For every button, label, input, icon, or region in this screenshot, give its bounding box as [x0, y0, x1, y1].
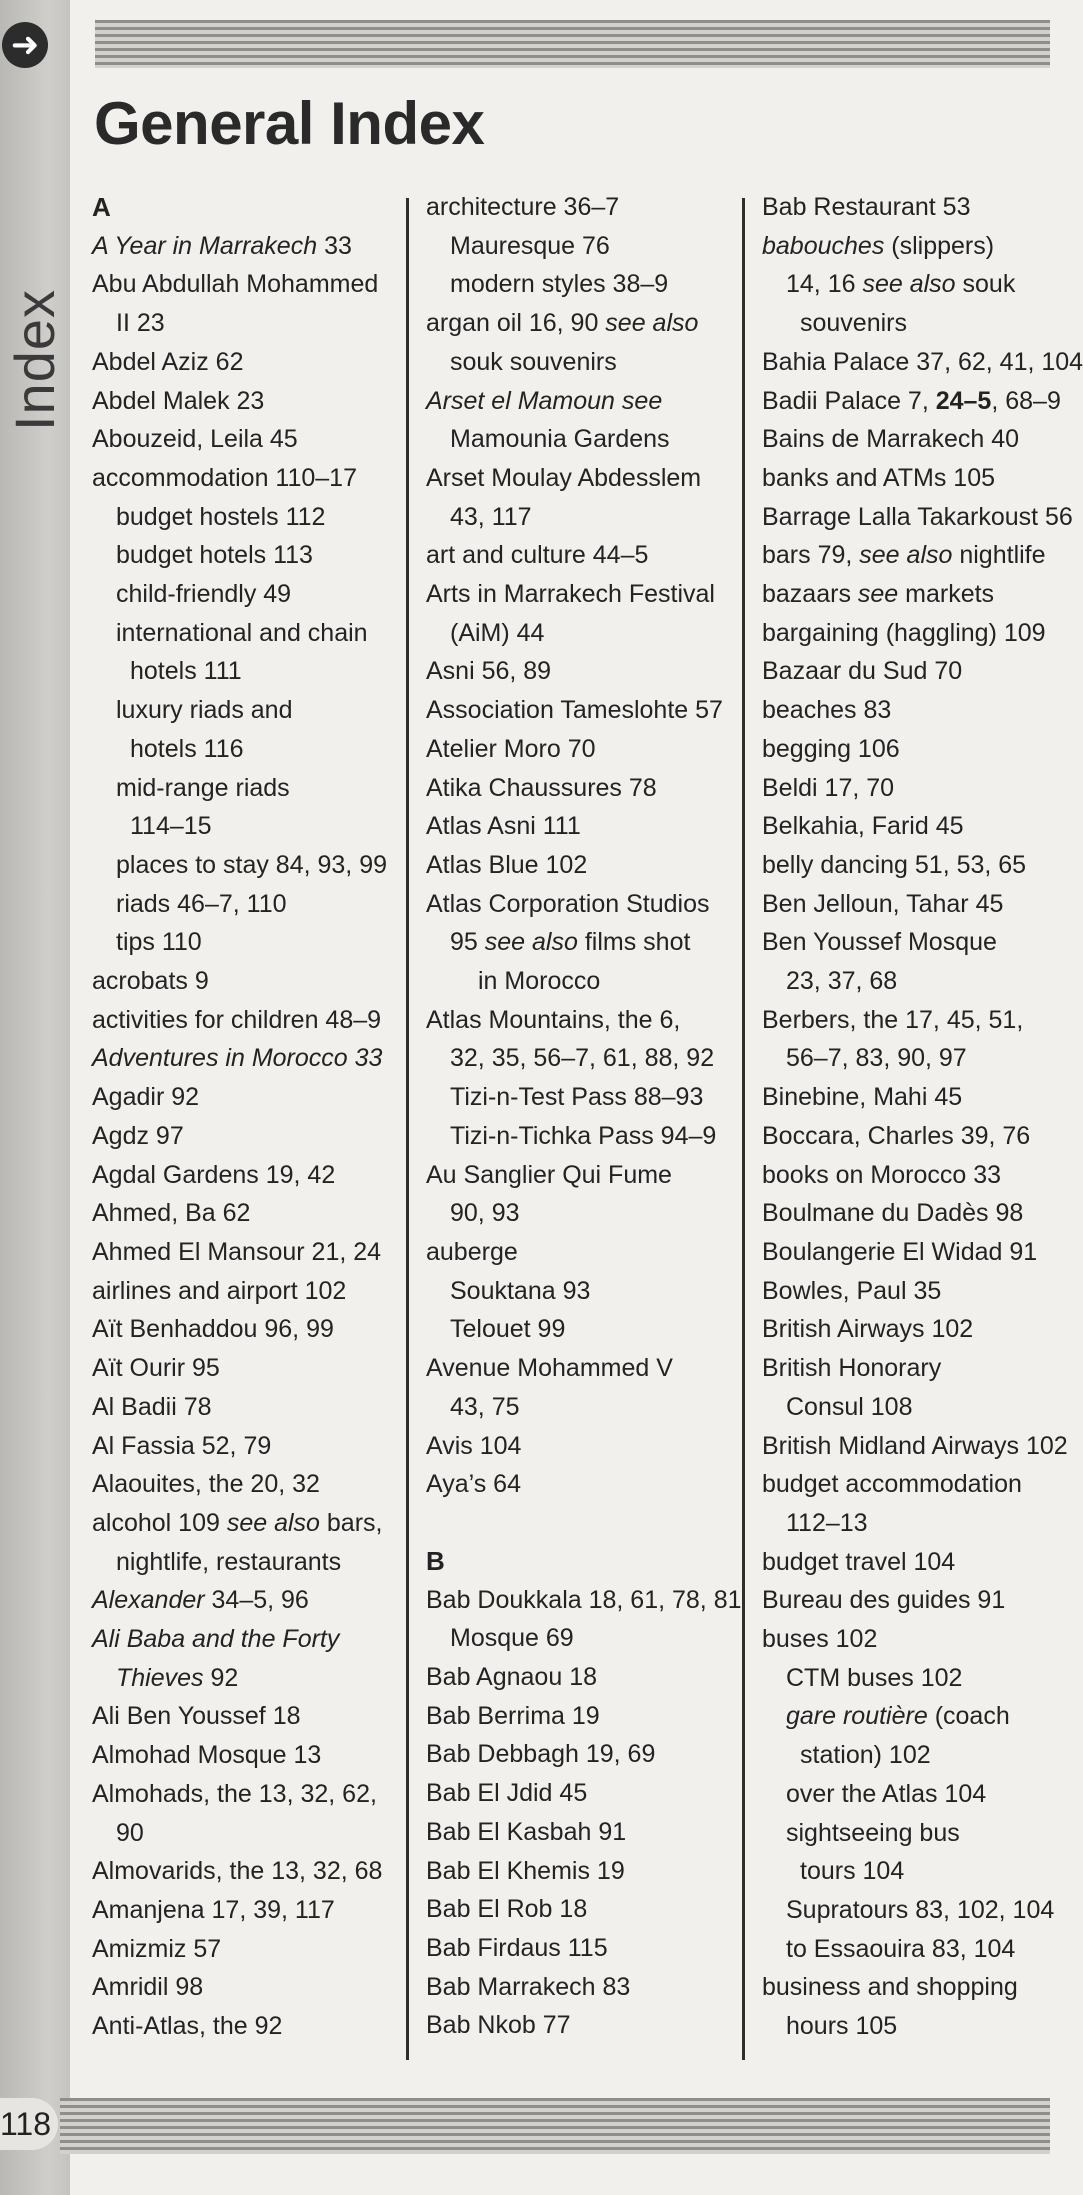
index-entry: Boulmane du Dadès 98	[762, 1199, 1024, 1228]
index-entry: British Honorary	[762, 1354, 942, 1383]
footer-stripe	[60, 2098, 1050, 2154]
index-entry: auberge	[426, 1237, 518, 1266]
index-letter-heading: A	[92, 192, 111, 222]
index-entry: to Essaouira 83, 104	[786, 1934, 1016, 1963]
index-entry: Anti-Atlas, the 92	[92, 2012, 283, 2041]
index-entry: Bab Doukkala 18, 61, 78, 81	[426, 1585, 742, 1614]
index-entry: Bab Marrakech 83	[426, 1972, 631, 2001]
index-entry: Thieves 92	[116, 1663, 239, 1692]
index-entry: buses 102	[762, 1625, 878, 1654]
index-entry: Avenue Mohammed V	[426, 1354, 673, 1383]
index-entry: budget accommodation	[762, 1470, 1022, 1499]
index-entry: Amizmiz 57	[92, 1934, 222, 1963]
index-entry: international and chain	[116, 618, 368, 647]
index-entry: mid-range riads	[116, 773, 290, 802]
index-entry: Bab Restaurant 53	[762, 193, 971, 221]
index-entry: Alexander 34–5, 96	[92, 1586, 309, 1615]
index-entry: Ahmed El Mansour 21, 24	[92, 1237, 382, 1266]
index-entry: Atlas Mountains, the 6,	[426, 1005, 681, 1034]
index-entry: Arset el Mamoun see	[426, 386, 663, 415]
index-entry: Aya’s 64	[426, 1470, 521, 1499]
page-number: 118	[0, 2098, 58, 2150]
index-entry: Agdal Gardens 19, 42	[92, 1160, 336, 1189]
index-entry: Almohad Mosque 13	[92, 1741, 322, 1770]
index-entry: Atlas Blue 102	[426, 850, 588, 879]
index-entry: British Airways 102	[762, 1315, 974, 1344]
index-entry: tips 110	[116, 928, 202, 957]
index-entry: budget hotels 113	[116, 541, 313, 570]
index-entry: begging 106	[762, 734, 900, 763]
index-entry: Ali Baba and the Forty	[92, 1625, 340, 1654]
sidebar	[0, 0, 70, 2195]
index-entry: Almohads, the 13, 32, 62,	[92, 1779, 377, 1808]
index-entry: 43, 75	[450, 1392, 520, 1421]
index-entry: Asni 56, 89	[426, 657, 552, 686]
spacer	[426, 1504, 746, 1542]
index-entry: Atlas Corporation Studios	[426, 889, 710, 918]
index-entry: Boulangerie El Widad 91	[762, 1237, 1038, 1266]
index-entry: bars 79, see also nightlife	[762, 541, 1046, 570]
index-entry: Atika Chaussures 78	[426, 773, 657, 802]
index-entry: art and culture 44–5	[426, 541, 649, 570]
index-entry: Al Badii 78	[92, 1392, 212, 1421]
index-entry: Bab El Kasbah 91	[426, 1817, 627, 1846]
index-entry: Bowles, Paul 35	[762, 1276, 942, 1305]
index-entry: Berbers, the 17, 45, 51,	[762, 1005, 1024, 1034]
index-entry: Avis 104	[426, 1431, 522, 1460]
index-entry: books on Morocco 33	[762, 1160, 1002, 1189]
index-entry: Arts in Marrakech Festival	[426, 580, 715, 609]
index-entry: Al Fassia 52, 79	[92, 1431, 272, 1460]
index-entry: Bab El Jdid 45	[426, 1779, 588, 1808]
index-entry: Association Tameslohte 57	[426, 696, 723, 725]
index-entry: Adventures in Morocco 33	[92, 1044, 383, 1073]
index-entry: Boccara, Charles 39, 76	[762, 1121, 1031, 1150]
index-entry: station) 102	[800, 1741, 931, 1770]
index-entry: 56–7, 83, 90, 97	[786, 1044, 967, 1073]
index-entry: 90, 93	[450, 1199, 520, 1228]
index-entry: Ali Ben Youssef 18	[92, 1702, 301, 1731]
index-entry: over the Atlas 104	[786, 1779, 987, 1808]
index-entry: Bab Agnaou 18	[426, 1663, 597, 1692]
index-entry: 43, 117	[450, 502, 532, 531]
index-entry: bazaars see markets	[762, 580, 995, 609]
index-entry: modern styles 38–9	[450, 270, 669, 299]
index-entry: acrobats 9	[92, 967, 209, 996]
index-entry: Alaouites, the 20, 32	[92, 1470, 320, 1499]
index-entry: budget travel 104	[762, 1547, 956, 1576]
index-entry: Mamounia Gardens	[450, 425, 670, 454]
index-entry: Bab Nkob 77	[426, 2011, 571, 2040]
index-letter-heading: B	[426, 1545, 445, 1576]
index-entry: budget hostels 112	[116, 502, 326, 531]
index-entry: Amanjena 17, 39, 117	[92, 1895, 335, 1924]
index-entry: Ben Jelloun, Tahar 45	[762, 889, 1004, 918]
index-entry: Ben Youssef Mosque	[762, 928, 997, 957]
index-entry: nightlife, restaurants	[116, 1547, 342, 1576]
arrow-right-icon[interactable]: ➜	[2, 22, 48, 68]
index-entry: (AiM) 44	[450, 618, 545, 647]
index-entry: banks and ATMs 105	[762, 463, 996, 492]
index-entry: business and shopping	[762, 1973, 1018, 2002]
index-entry: 112–13	[786, 1508, 868, 1537]
index-entry: Bab Berrima 19	[426, 1701, 600, 1730]
index-column-1	[92, 188, 412, 2046]
index-entry: Supratours 83, 102, 104	[786, 1895, 1055, 1924]
index-entry: activities for children 48–9	[92, 1005, 382, 1034]
index-entry: Agadir 92	[92, 1083, 200, 1112]
index-entry: Bab El Khemis 19	[426, 1856, 625, 1885]
index-entry: Au Sanglier Qui Fume	[426, 1160, 672, 1189]
header-stripe	[95, 20, 1050, 68]
index-column-3	[762, 188, 1083, 2046]
index-entry: luxury riads and	[116, 696, 293, 725]
page-title: General Index	[94, 90, 485, 157]
index-entry: Mosque 69	[450, 1624, 574, 1653]
index-entry: hotels 116	[130, 734, 244, 763]
index-entry: accommodation 110–17	[92, 463, 357, 492]
index-entry: Abu Abdullah Mohammed	[92, 270, 379, 299]
index-entry: 90	[116, 1818, 144, 1847]
index-entry: bargaining (haggling) 109	[762, 618, 1046, 647]
index-entry: Bahia Palace 37, 62, 41, 104	[762, 347, 1083, 376]
index-entry: 114–15	[130, 812, 212, 841]
index-entry: Souktana 93	[450, 1276, 591, 1305]
index-entry: hours 105	[786, 2012, 898, 2041]
index-entry: belly dancing 51, 53, 65	[762, 850, 1027, 879]
index-entry: Telouet 99	[450, 1315, 566, 1344]
index-entry: Tizi-n-Test Pass 88–93	[450, 1083, 704, 1112]
index-entry: A Year in Marrakech 33	[92, 231, 352, 260]
index-entry: Abdel Malek 23	[92, 386, 265, 415]
index-entry: Abouzeid, Leila 45	[92, 425, 298, 454]
index-entry: Consul 108	[786, 1392, 913, 1421]
index-entry: Tizi-n-Tichka Pass 94–9	[450, 1121, 717, 1150]
index-entry: Bab Firdaus 115	[426, 1933, 608, 1962]
index-entry: in Morocco	[478, 967, 601, 996]
index-entry: places to stay 84, 93, 99	[116, 850, 388, 879]
index-entry: tours 104	[800, 1857, 905, 1886]
index-entry: Bab El Rob 18	[426, 1895, 588, 1924]
index-entry: Almovarids, the 13, 32, 68	[92, 1857, 383, 1886]
index-entry: airlines and airport 102	[92, 1276, 347, 1305]
index-entry: CTM buses 102	[786, 1663, 963, 1692]
index-entry: Atlas Asni 111	[426, 812, 581, 841]
index-column-2	[426, 188, 746, 2045]
index-entry: Bains de Marrakech 40	[762, 425, 1020, 454]
index-entry: Aït Ourir 95	[92, 1354, 220, 1383]
index-entry: British Midland Airways 102	[762, 1431, 1068, 1460]
index-entry: Ahmed, Ba 62	[92, 1199, 251, 1228]
index-entry: Barrage Lalla Takarkoust 56	[762, 502, 1073, 531]
index-entry: Atelier Moro 70	[426, 734, 596, 763]
index-entry: Aït Benhaddou 96, 99	[92, 1315, 334, 1344]
index-entry: II 23	[116, 309, 165, 338]
index-entry: child-friendly 49	[116, 580, 292, 609]
index-entry: Amridil 98	[92, 1973, 204, 2002]
index-entry: Agdz 97	[92, 1121, 184, 1150]
index-entry: Bazaar du Sud 70	[762, 657, 963, 686]
index-entry: hotels 111	[130, 657, 242, 686]
section-label: Index	[3, 289, 66, 431]
index-entry: souk souvenirs	[450, 347, 617, 376]
index-entry: riads 46–7, 110	[116, 889, 287, 918]
index-entry: Beldi 17, 70	[762, 773, 895, 802]
index-entry: souvenirs	[800, 309, 907, 338]
index-entry: 23, 37, 68	[786, 967, 898, 996]
index-entry: 32, 35, 56–7, 61, 88, 92	[450, 1044, 715, 1073]
index-entry: sightseeing bus	[786, 1818, 960, 1847]
index-entry: Binebine, Mahi 45	[762, 1083, 963, 1112]
index-entry: 95 see also films shot	[450, 928, 691, 957]
index-entry: Belkahia, Farid 45	[762, 812, 964, 841]
index-entry: Mauresque 76	[450, 231, 610, 260]
index-entry: 14, 16 see also souk	[786, 270, 1016, 299]
index-entry: Bureau des guides 91	[762, 1586, 1006, 1615]
index-entry: Bab Debbagh 19, 69	[426, 1740, 656, 1769]
index-entry: alcohol 109 see also bars,	[92, 1508, 383, 1537]
index-entry: gare routière (coach	[786, 1702, 1010, 1731]
index-entry: beaches 83	[762, 696, 892, 725]
index-entry: babouches (slippers)	[762, 231, 995, 260]
index-entry: Abdel Aziz 62	[92, 347, 244, 376]
index-entry: Arset Moulay Abdesslem	[426, 463, 702, 492]
index-entry: Badii Palace 7, 24–5, 68–9	[762, 386, 1061, 415]
index-entry: architecture 36–7	[426, 193, 620, 221]
index-entry: argan oil 16, 90 see also	[426, 309, 699, 338]
